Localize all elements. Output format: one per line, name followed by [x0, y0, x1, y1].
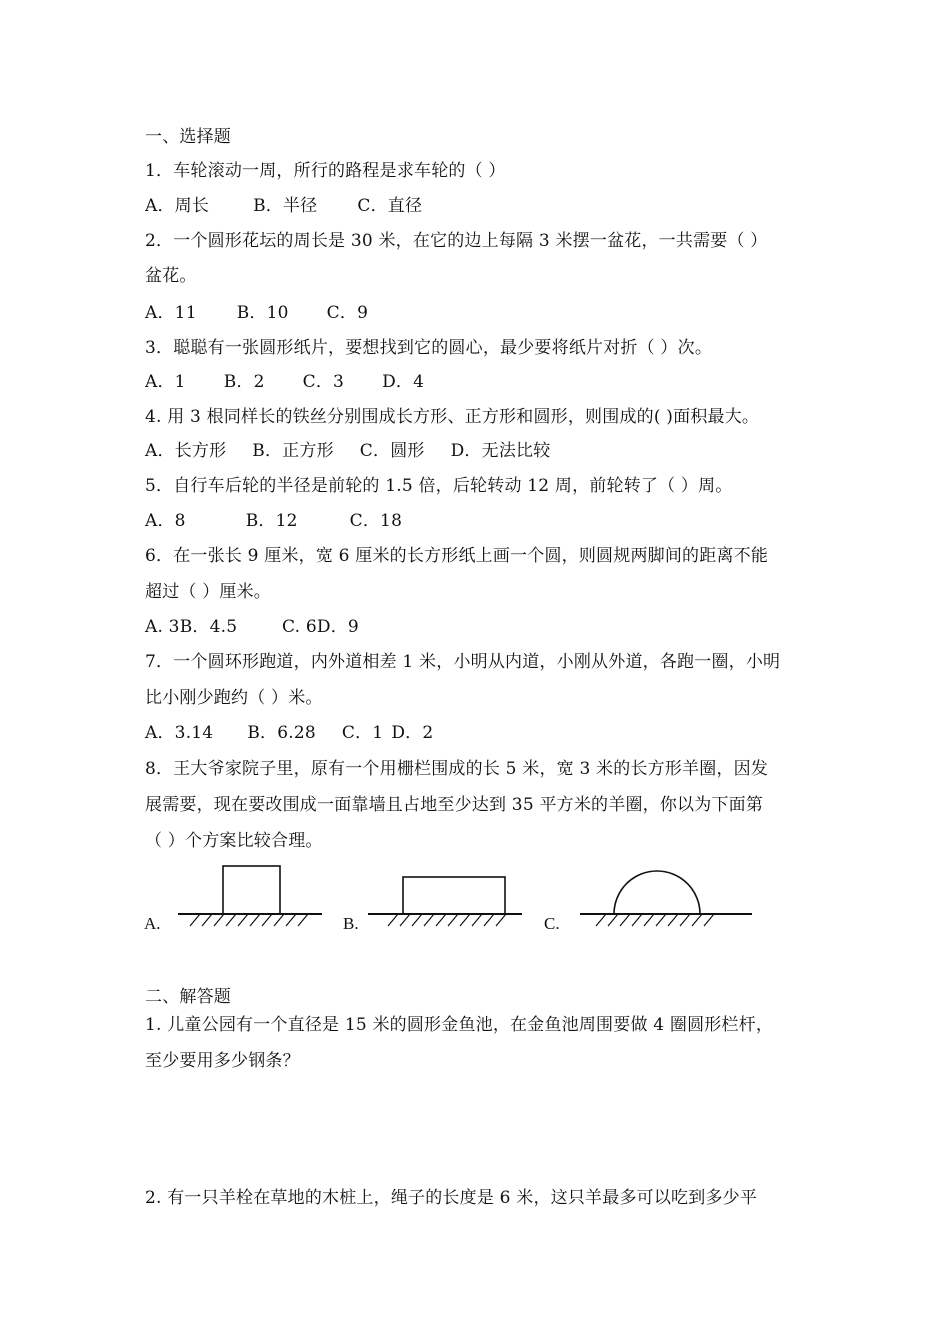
q3-option-c: C．3 — [302, 372, 345, 392]
option-c-semicircle-pen — [580, 871, 752, 926]
q7-option-c: C．1 — [341, 723, 384, 743]
section-2-title: 二、解答题 — [145, 987, 231, 1007]
problem-2-line-1: 2. 有一只羊栓在草地的木桩上，绳子的长度是 6 米，这只羊最多可以吃到多少平 — [145, 1188, 758, 1208]
diagram-drawing — [140, 860, 780, 940]
option-a-square-pen — [178, 866, 322, 926]
q5-option-b: B．12 — [245, 511, 298, 531]
q1-option-c: C．直径 — [357, 196, 423, 216]
question-2-line-1: 2．一个圆形花坛的周长是 30 米，在它的边上每隔 3 米摆一盆花，一共需要（ ） — [145, 231, 768, 251]
question-7-line-1: 7．一个圆环形跑道，内外道相差 1 米，小明从内道，小刚从外道，各跑一圈，小明 — [145, 652, 781, 672]
question-2-options — [145, 302, 368, 324]
q2-option-c: C．9 — [326, 303, 369, 323]
q7-option-b: B．6.28 — [247, 723, 316, 743]
section-1-title: 一、选择题 — [145, 127, 231, 147]
question-3: 3．聪聪有一张圆形纸片，要想找到它的圆心，最少要将纸片对折（ ）次。 — [145, 338, 713, 358]
problem-1-line-2: 至少要用多少钢条？ — [145, 1051, 300, 1071]
question-8-line-2: 展需要，现在要改围成一面靠墙且占地至少达到 35 平方米的羊圈，你以为下面第 — [145, 795, 764, 815]
q4-option-a: A．长方形 — [145, 441, 227, 461]
problem-1-line-1: 1. 儿童公园有一个直径是 15 米的圆形金鱼池，在金鱼池周围要做 4 圈圆形栏杆， — [145, 1015, 774, 1035]
question-1: 1．车轮滚动一周，所行的路程是求车轮的（ ） — [145, 161, 506, 181]
q2-option-b: B．10 — [236, 303, 289, 323]
q4-option-b: B．正方形 — [252, 441, 334, 461]
q4-option-d: D．无法比较 — [450, 441, 551, 461]
q1-option-a: A．周长 — [145, 196, 210, 216]
question-8-diagram — [140, 860, 780, 940]
q7-option-d: D．2 — [391, 723, 434, 743]
question-5: 5．自行车后轮的半径是前轮的 1.5 倍，后轮转动 12 周，前轮转了（ ）周。 — [145, 476, 733, 496]
diagram-label-c: C. — [544, 914, 560, 933]
question-1-options — [145, 195, 422, 217]
q5-option-a: A．8 — [145, 511, 186, 531]
question-6-line-2: 超过（ ）厘米。 — [145, 582, 272, 602]
q3-option-d: D．4 — [382, 372, 425, 392]
question-4-options — [145, 440, 550, 462]
q3-option-b: B．2 — [223, 372, 265, 392]
diagram-label-b: B. — [343, 914, 359, 933]
q3-option-a: A．1 — [145, 372, 186, 392]
diagram-label-a: A. — [144, 914, 161, 933]
question-6-line-1: 6．在一张长 9 厘米，宽 6 厘米的长方形纸上画一个圆，则圆规两脚间的距离不能 — [145, 546, 769, 566]
option-b-rectangle-pen — [368, 877, 522, 926]
question-4: 4. 用 3 根同样长的铁丝分别围成长方形、正方形和圆形，则围成的( )面积最大。 — [145, 407, 760, 427]
question-2-line-2: 盆花。 — [145, 266, 197, 286]
question-5-options — [145, 510, 402, 532]
question-8-line-3: （ ）个方案比较合理。 — [145, 831, 323, 851]
q4-option-c: C．圆形 — [359, 441, 425, 461]
q7-option-a: A．3.14 — [145, 723, 214, 743]
q1-option-b: B．半径 — [253, 196, 318, 216]
question-7-line-2: 比小刚少跑约（ ）米。 — [145, 688, 323, 708]
question-7-options — [145, 722, 433, 744]
question-8-line-1: 8．王大爷家院子里，原有一个用栅栏围成的长 5 米，宽 3 米的长方形羊圈，因发 — [145, 759, 769, 779]
question-3-options — [145, 371, 424, 393]
q2-option-a: A．11 — [145, 303, 197, 323]
q5-option-c: C．18 — [349, 511, 403, 531]
question-6-options: A. 3B．4.5 C. 6D．9 — [145, 617, 359, 637]
